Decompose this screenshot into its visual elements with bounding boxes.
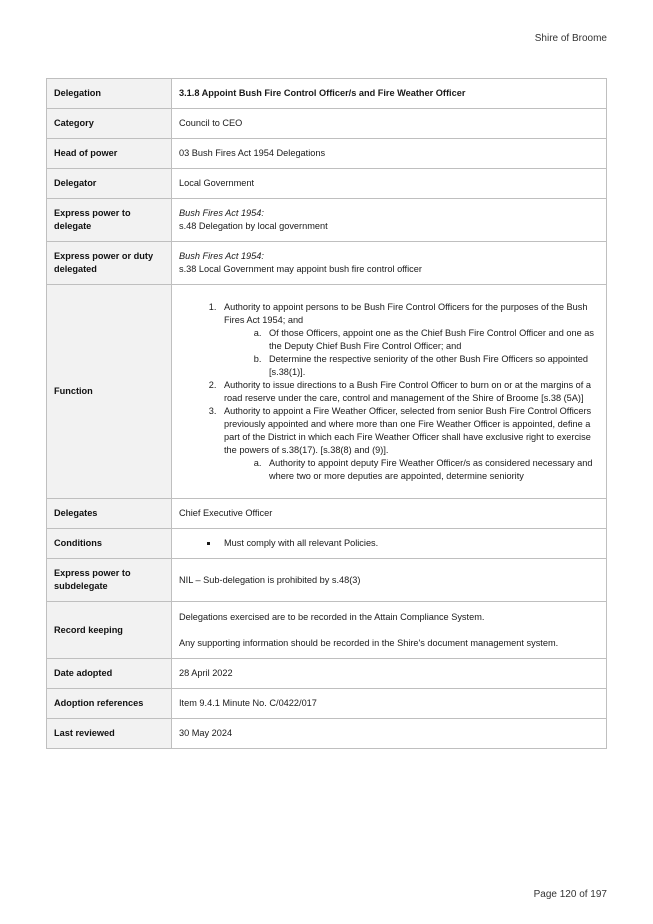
- row-delegator: [47, 169, 607, 199]
- function-item: [219, 405, 599, 483]
- head-of-power-value: 03 Bush Fires Act 1954 Delegations: [172, 139, 607, 169]
- function-item: [219, 301, 599, 379]
- conditions-label: Conditions: [47, 529, 172, 559]
- delegation-value: 3.1.8 Appoint Bush Fire Control Officer/s and Fire Weather Officer: [172, 79, 607, 109]
- record-keeping-label: Record keeping: [47, 602, 172, 659]
- record-keeping-spacer: [179, 624, 599, 637]
- delegates-value: Chief Executive Officer: [172, 499, 607, 529]
- express-power-subdelegate-value: NIL – Sub-delegation is prohibited by s.48(3): [172, 559, 607, 602]
- page-number: Page 120 of 197: [533, 889, 607, 900]
- function-sublist: [224, 327, 599, 379]
- conditions-value: [172, 529, 607, 559]
- row-delegates: [47, 499, 607, 529]
- row-express-power-subdelegate: [47, 559, 607, 602]
- head-of-power-label: Head of power: [47, 139, 172, 169]
- express-power-duty-act: Bush Fires Act 1954:: [179, 251, 264, 261]
- conditions-list: [179, 537, 599, 550]
- express-power-delegate-section: s.48 Delegation by local government: [179, 221, 328, 231]
- express-power-duty-label: Express power or duty delegated: [47, 242, 172, 285]
- delegator-value: Local Government: [172, 169, 607, 199]
- row-delegation: [47, 79, 607, 109]
- express-power-duty-section: s.38 Local Government may appoint bush fire control officer: [179, 264, 422, 274]
- delegates-label: Delegates: [47, 499, 172, 529]
- express-power-delegate-value: [172, 199, 607, 242]
- last-reviewed-value: 30 May 2024: [172, 719, 607, 749]
- row-last-reviewed: [47, 719, 607, 749]
- category-label: Category: [47, 109, 172, 139]
- adoption-references-value: Item 9.4.1 Minute No. C/0422/017: [172, 689, 607, 719]
- row-express-power-delegate: [47, 199, 607, 242]
- condition-item: ▪ Must comply with all relevant Policies.: [219, 537, 599, 550]
- function-item-text: Authority to issue directions to a Bush Fire Control Officer to burn on or at the margins of a road reserve under the care, control and management of the Shire of Broome [s.38 (5A)]: [224, 379, 591, 403]
- function-subitem: a. Authority to appoint deputy Fire Weather Officer/s as considered necessary and where two or more deputies are appointed, determine seniority: [264, 457, 599, 483]
- express-power-delegate-act: Bush Fires Act 1954:: [179, 208, 264, 218]
- record-keeping-line-2: Any supporting information should be recorded in the Shire's document management system.: [179, 637, 559, 648]
- last-reviewed-label: Last reviewed: [47, 719, 172, 749]
- function-list: [179, 301, 599, 483]
- delegation-table: [46, 78, 607, 749]
- express-power-duty-value: [172, 242, 607, 285]
- delegation-label: Delegation: [47, 79, 172, 109]
- record-keeping-value: [172, 602, 607, 659]
- delegator-label: Delegator: [47, 169, 172, 199]
- row-date-adopted: [47, 659, 607, 689]
- adoption-references-label: Adoption references: [47, 689, 172, 719]
- function-value: [172, 285, 607, 499]
- row-category: [47, 109, 607, 139]
- function-sublist: [224, 457, 599, 483]
- function-label: Function: [47, 285, 172, 499]
- record-keeping-line-1: Delegations exercised are to be recorded in the Attain Compliance System.: [179, 611, 485, 622]
- express-power-subdelegate-label: Express power to subdelegate: [47, 559, 172, 602]
- date-adopted-value: 28 April 2022: [172, 659, 607, 689]
- function-subitem: b. Determine the respective seniority of the other Bush Fire Officers so appointed [s.38(1)].: [264, 353, 599, 379]
- function-item-text: Authority to appoint persons to be Bush Fire Control Officers for the purposes of the Bush Fires Act 1954; and: [224, 301, 588, 325]
- category-value: Council to CEO: [172, 109, 607, 139]
- row-record-keeping: [47, 602, 607, 659]
- date-adopted-label: Date adopted: [47, 659, 172, 689]
- function-item: [219, 379, 599, 405]
- row-head-of-power: [47, 139, 607, 169]
- function-item-text: Authority to appoint a Fire Weather Officer, selected from senior Bush Fire Control Officers previously appointed and where more than one Fire Weather Officer is appointed, define a part of the District in which each Fire Weather Officer shall have exclusive right to exercise the powers of s.38(17). [s.38(8) and (9)].: [224, 405, 592, 455]
- row-function: [47, 285, 607, 499]
- function-subitem: a. Of those Officers, appoint one as the Chief Bush Fire Control Officer and one as the Deputy Chief Bush Fire Control Officer; and: [264, 327, 599, 353]
- row-express-power-duty: [47, 242, 607, 285]
- row-adoption-references: [47, 689, 607, 719]
- header-organisation: Shire of Broome: [534, 33, 607, 44]
- express-power-delegate-label: Express power to delegate: [47, 199, 172, 242]
- row-conditions: [47, 529, 607, 559]
